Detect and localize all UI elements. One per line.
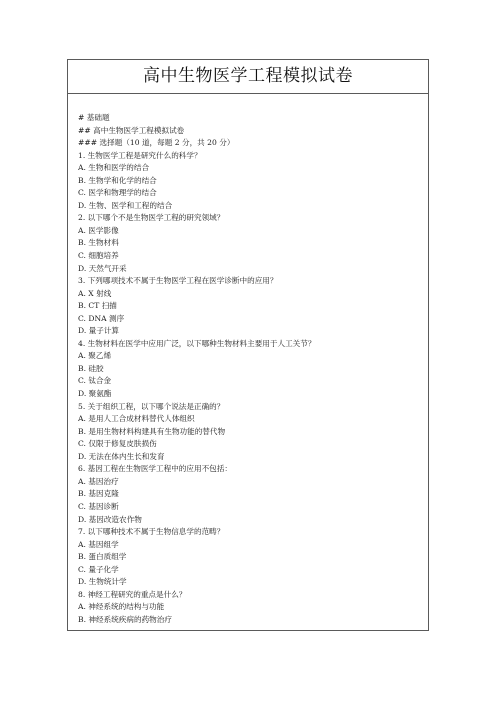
- answer-option: C. 仅限于修复皮肤损伤: [78, 439, 157, 449]
- answer-option: D. 量子计算: [78, 326, 120, 336]
- document-body: [68, 94, 428, 626]
- answer-option: B. 是用生物材料构建具有生物功能的替代物: [78, 426, 226, 436]
- answer-option: C. 基因诊断: [78, 501, 119, 511]
- document-title: 高中生物医学工程模拟试卷: [143, 66, 353, 86]
- answer-option: C. 量子化学: [78, 564, 119, 574]
- question-text: 8. 神经工程研究的重点是什么？: [78, 589, 187, 599]
- answer-option: A. 是用人工合成材料替代人体组织: [78, 414, 195, 424]
- answer-option: B. 基因克隆: [78, 489, 119, 499]
- title-row: [68, 60, 428, 94]
- answer-option: B. CT 扫描: [78, 301, 117, 311]
- answer-option: D. 天然气开采: [78, 263, 127, 273]
- answer-option: A. 生物和医学的结合: [78, 163, 150, 173]
- answer-option: D. 聚氨酯: [78, 389, 112, 399]
- question-text: 5. 关于组织工程，以下哪个说法是正确的？: [78, 401, 225, 411]
- answer-option: A. 聚乙烯: [78, 351, 112, 361]
- answer-option: C. 医学和物理学的结合: [78, 188, 157, 198]
- heading-basic: # 基础题: [78, 113, 110, 122]
- answer-option: B. 生物材料: [78, 238, 119, 248]
- answer-option: A. 基因治疗: [78, 476, 119, 486]
- answer-option: C. 细胞培养: [78, 251, 119, 261]
- answer-option: A. 医学影像: [78, 225, 119, 235]
- document-frame: [67, 59, 429, 631]
- answer-option: C. 钛合金: [78, 376, 112, 386]
- question-text: 7. 以下哪种技术不属于生物信息学的范畴？: [78, 527, 225, 537]
- question-text: 6. 基因工程在生物医学工程中的应用不包括：: [78, 464, 232, 474]
- answer-option: D. 生物、医学和工程的结合: [78, 200, 173, 210]
- answer-option: D. 无法在体内生长和发育: [78, 451, 165, 461]
- answer-option: C. DNA 测序: [78, 313, 125, 323]
- heading-section: ### 选择题（10 道，每题 2 分，共 20 分）: [78, 138, 235, 148]
- heading-paper: ## 高中生物医学工程模拟试卷: [78, 125, 185, 135]
- answer-option: B. 生物学和化学的结合: [78, 175, 157, 185]
- answer-option: B. 硅胶: [78, 363, 104, 373]
- answer-option: A. 神经系统的结构与功能: [78, 602, 165, 612]
- answer-option: A. 基因组学: [78, 539, 119, 549]
- question-list: [78, 150, 428, 627]
- question-text: 2. 以下哪个不是生物医学工程的研究领域？: [78, 213, 225, 223]
- question-text: 3. 下列哪项技术不属于生物医学工程在医学诊断中的应用？: [78, 276, 278, 286]
- answer-option: A. X 射线: [78, 288, 112, 298]
- answer-option: D. 生物统计学: [78, 577, 127, 587]
- question-text: 4. 生物材料在医学中应用广泛，以下哪种生物材料主要用于人工关节？: [78, 338, 316, 348]
- answer-option: B. 蛋白质组学: [78, 552, 127, 562]
- answer-option: D. 基因改造农作物: [78, 514, 142, 524]
- question-text: 1. 生物医学工程是研究什么的科学？: [78, 150, 202, 160]
- answer-option: B. 神经系统疾病的药物治疗: [78, 614, 172, 624]
